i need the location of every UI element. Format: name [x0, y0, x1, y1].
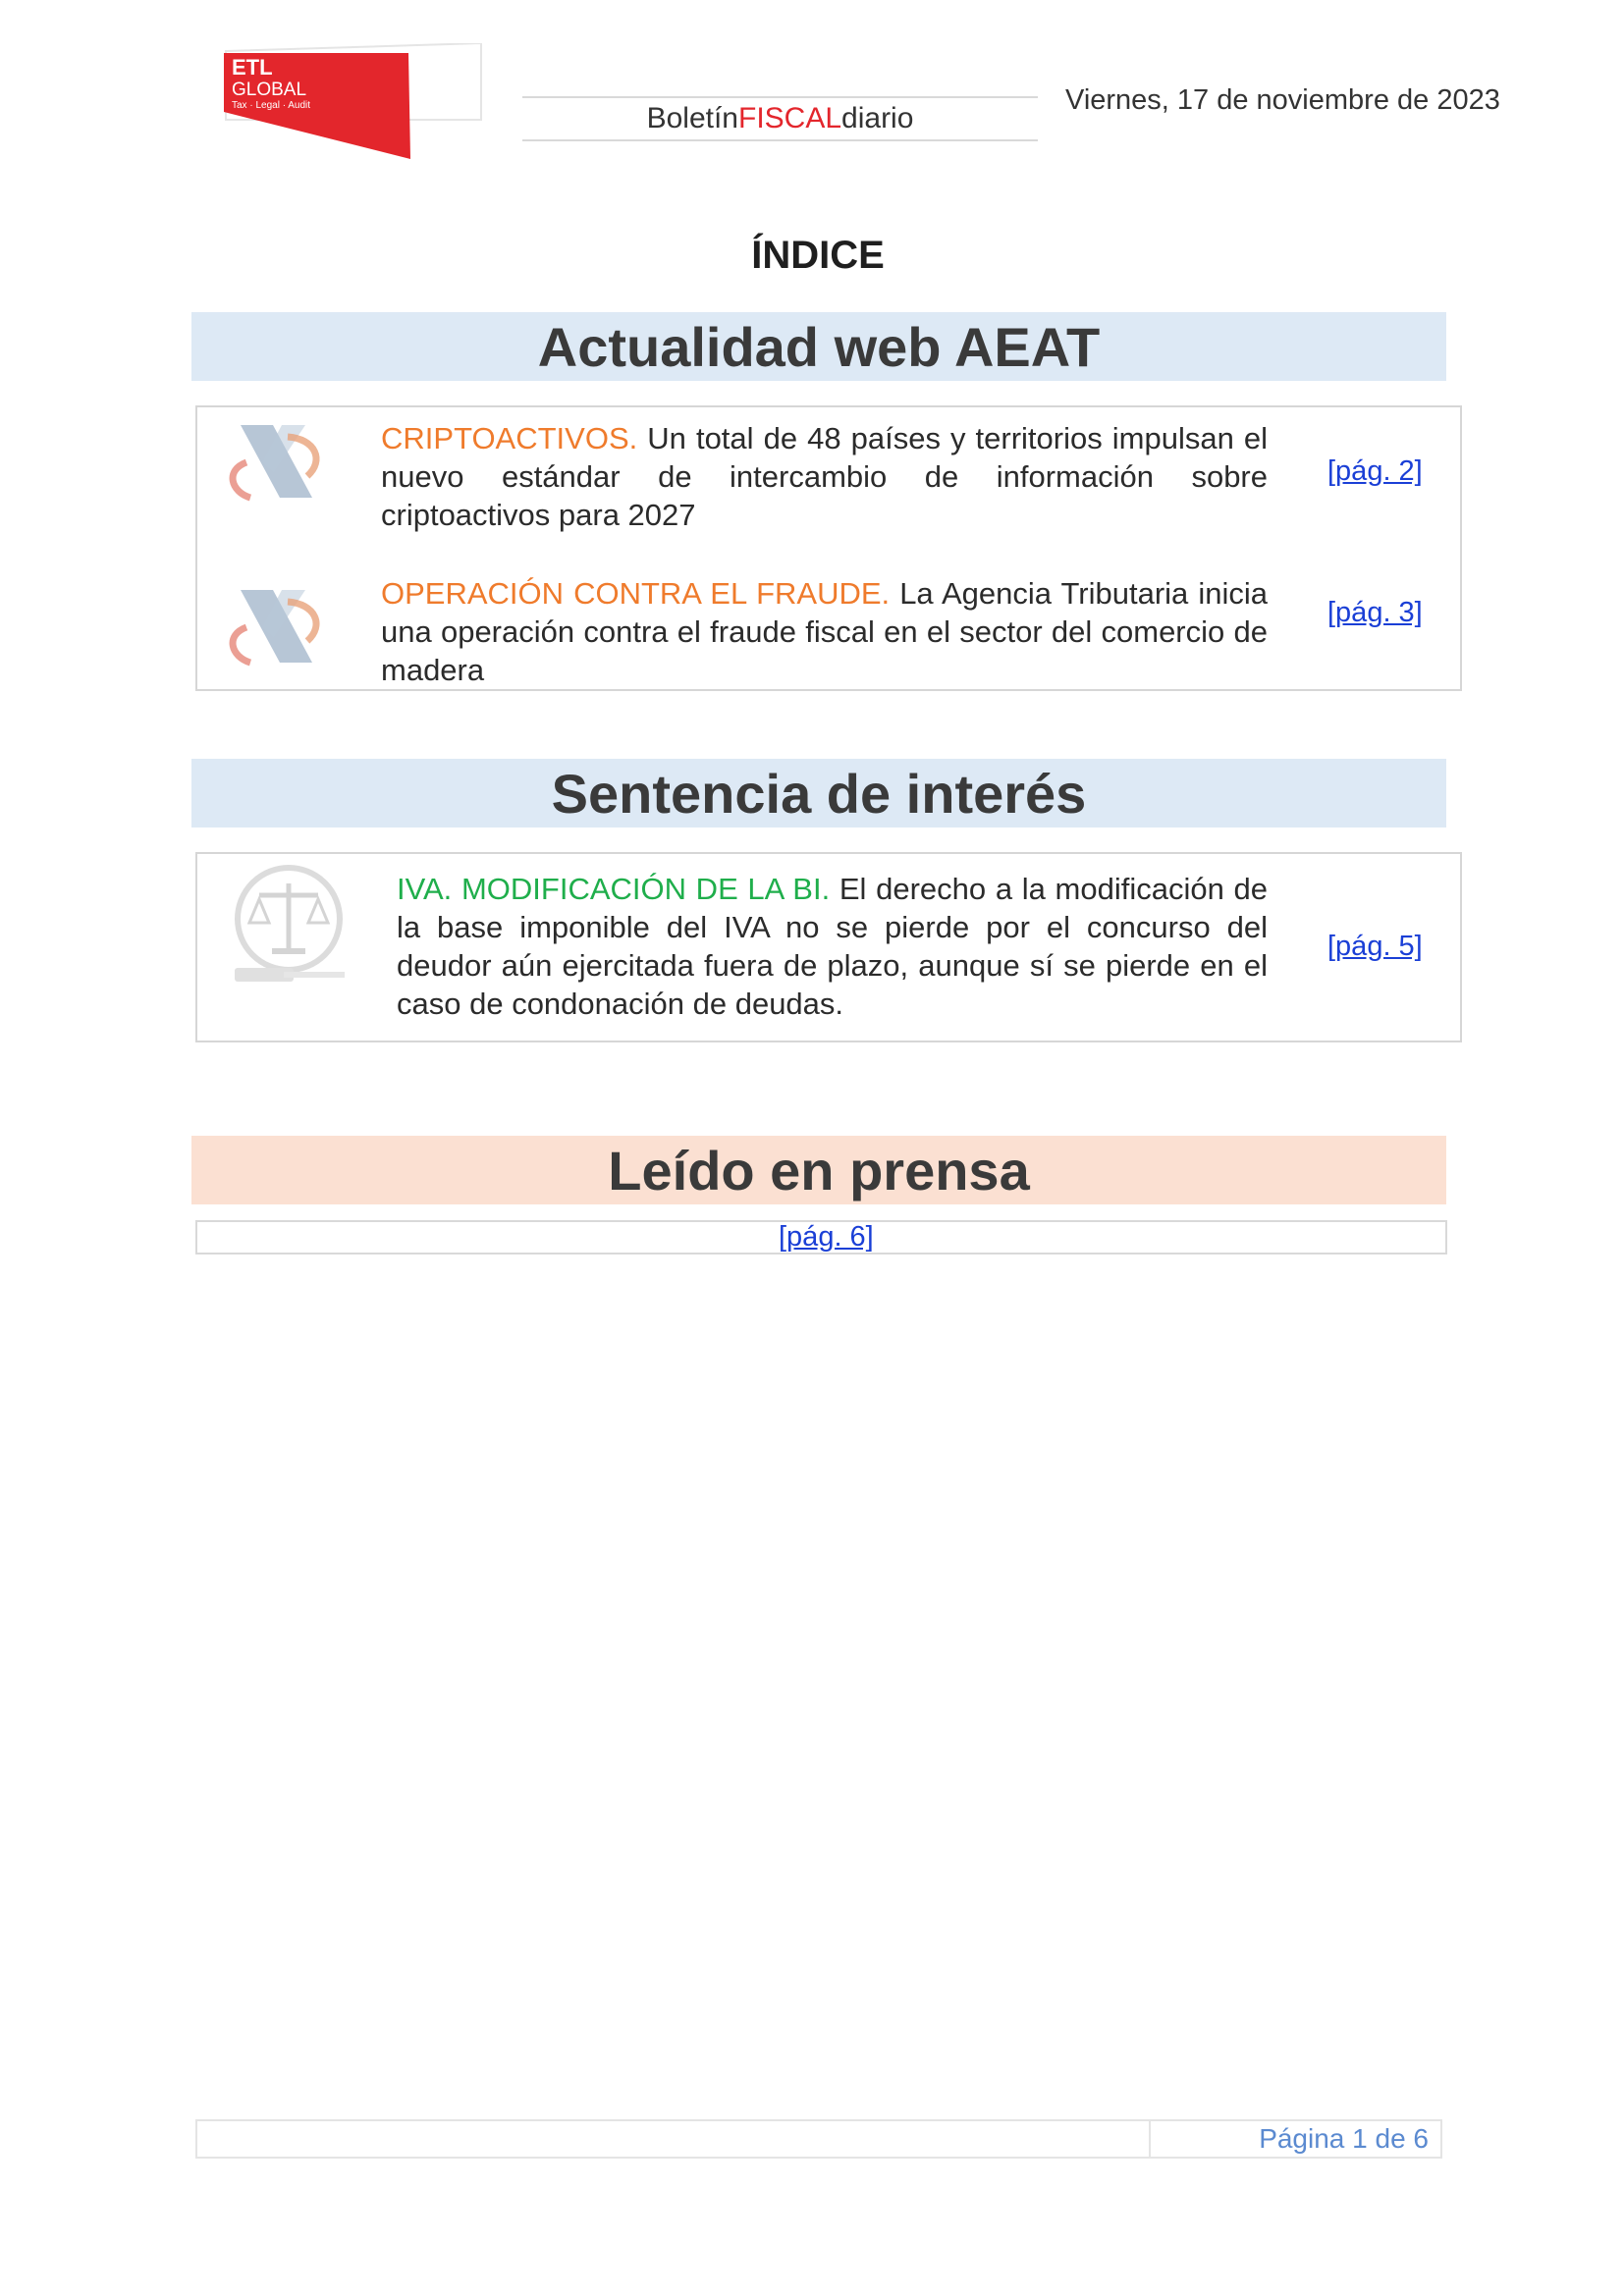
aeat-logo-icon [219, 413, 327, 516]
bulletin-accent: FISCAL [738, 102, 842, 134]
aeat-news-box [195, 405, 1462, 691]
logo-line3: Tax · Legal · Audit [232, 100, 311, 111]
news-item [397, 870, 1268, 1023]
news-tag: IVA. MODIFICACIÓN DE LA BI. [397, 872, 831, 906]
news-item [381, 419, 1268, 534]
news-text: El derecho a la modificación de la base imponible del IVA no se pierde por el concurso del deudor aún ejercitada fuera de plazo, aunque sí se pierde en el caso de condonación de deudas. [397, 872, 1268, 1021]
section-title-aeat: Actualidad web AEAT [191, 312, 1446, 381]
page-link[interactable]: [pág. 3] [1327, 597, 1423, 628]
news-tag: OPERACIÓN CONTRA EL FRAUDE. [381, 576, 891, 611]
index-title: ÍNDICE [751, 234, 885, 277]
news-tag: CRIPTOACTIVOS. [381, 421, 638, 455]
page-link[interactable]: [pág. 2] [1327, 455, 1423, 487]
prensa-box [195, 1220, 1447, 1255]
logo-line2: GLOBAL [232, 80, 307, 100]
page-link[interactable]: [pág. 5] [1327, 931, 1423, 962]
section-title-prensa: Leído en prensa [191, 1136, 1446, 1204]
bulletin-title [522, 96, 1038, 141]
scales-of-justice-icon [225, 862, 352, 999]
page-number: Página 1 de 6 [1259, 2123, 1429, 2154]
bulletin-prefix: Boletín [646, 102, 738, 134]
page-link[interactable]: [pág. 6] [779, 1221, 874, 1253]
logo-line1: ETL [232, 55, 273, 80]
news-text: La Agencia Tributaria inicia una operación contra el fraude fiscal en el sector del comercio de madera [381, 576, 1268, 687]
bulletin-suffix: diario [841, 102, 914, 134]
footer-divider [1149, 2119, 1151, 2159]
news-text: Un total de 48 países y territorios impulsan el nuevo estándar de intercambio de información sobre criptoactivos para 2027 [381, 421, 1268, 532]
aeat-logo-icon [219, 578, 327, 681]
news-item [381, 574, 1268, 689]
bulletin-date: Viernes, 17 de noviembre de 2023 [1065, 84, 1500, 116]
sentencia-box [195, 852, 1462, 1042]
etl-global-logo [224, 43, 484, 161]
section-title-sentencia: Sentencia de interés [191, 759, 1446, 828]
